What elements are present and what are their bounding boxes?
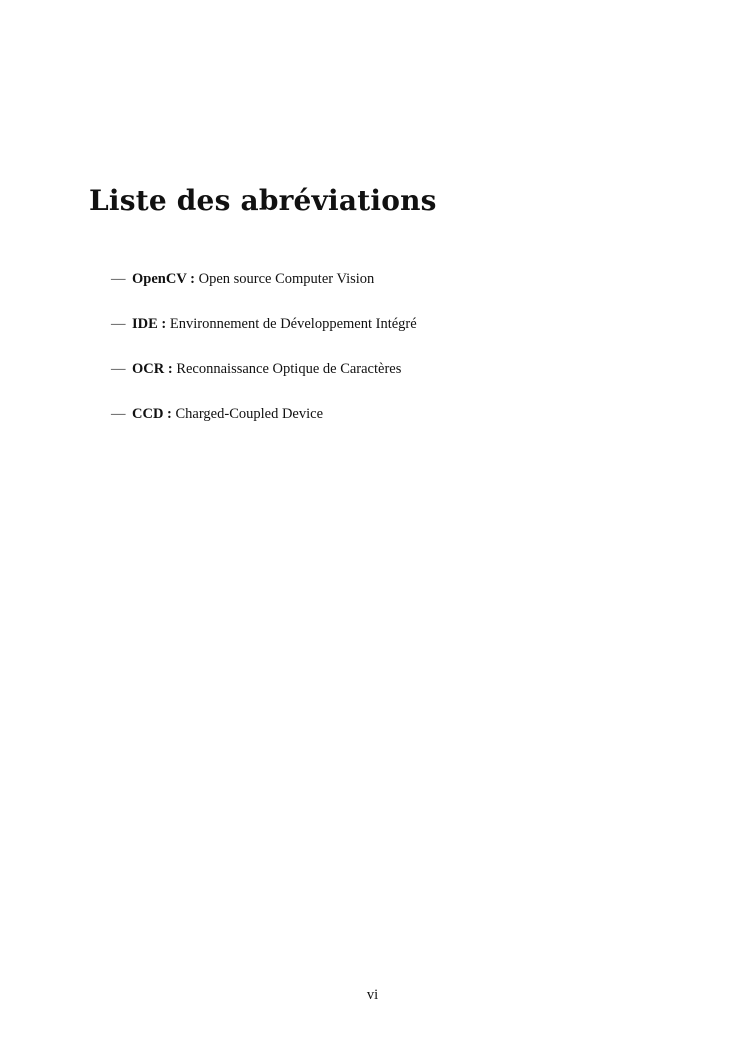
abbreviation-term: OpenCV : <box>132 271 195 287</box>
abbreviation-list <box>111 268 417 448</box>
page-number: vi <box>366 987 379 1003</box>
abbreviation-definition: Environnement de Développement Intégré <box>169 316 417 332</box>
list-item <box>111 313 417 358</box>
list-item <box>111 268 417 313</box>
list-item <box>111 358 417 403</box>
list-bullet: — <box>111 316 126 332</box>
abbreviation-term: IDE : <box>132 316 167 332</box>
abbreviation-definition: Reconnaissance Optique de Caractères <box>176 361 402 377</box>
abbreviation-definition: Open source Computer Vision <box>198 271 375 287</box>
list-bullet: — <box>111 271 126 287</box>
page-title: Liste des abréviations <box>89 184 437 217</box>
abbreviation-term: OCR : <box>132 361 173 377</box>
list-bullet: — <box>111 406 126 422</box>
list-item <box>111 403 417 448</box>
abbreviation-term: CCD : <box>132 406 172 422</box>
abbreviation-definition: Charged-Coupled Device <box>175 406 324 422</box>
list-bullet: — <box>111 361 126 377</box>
